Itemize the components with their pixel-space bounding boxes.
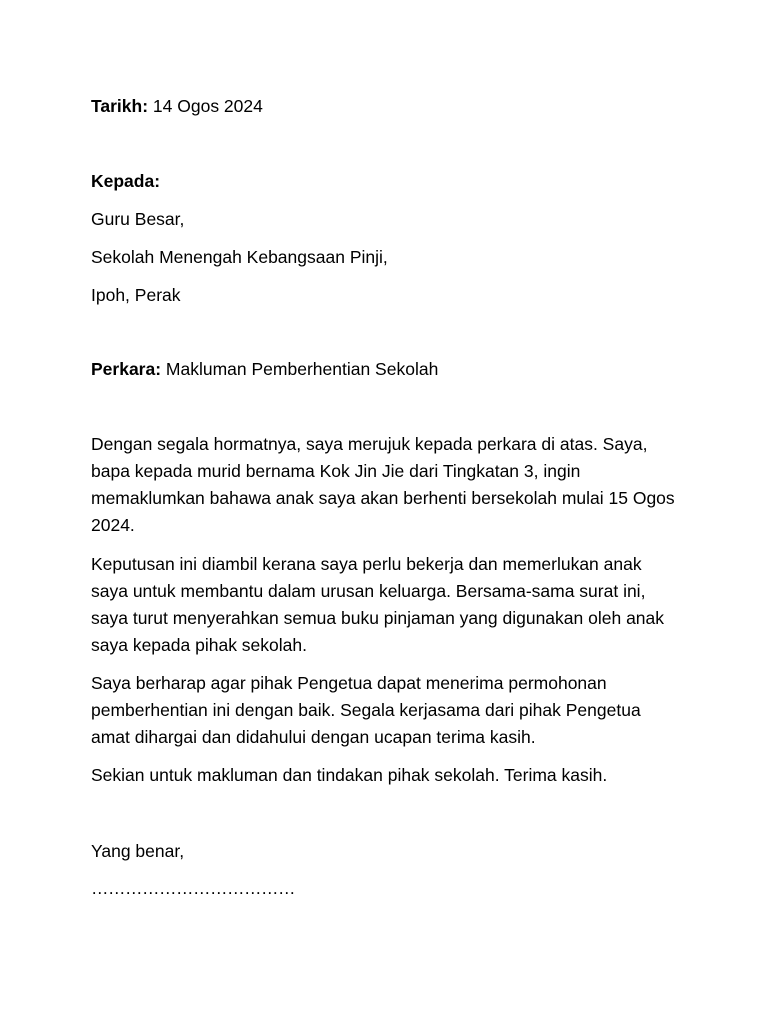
body-paragraph-1: Dengan segala hormatnya, saya merujuk kepada perkara di atas. Saya, bapa kepada murid bernama Kok Jin Jie dari Tingkatan 3, ingin memaklumkan bahawa anak saya akan berhenti bersekolah mulai 15 Ogos 2024. xyxy=(91,434,675,535)
body-paragraph-2: Keputusan ini diambil kerana saya perlu bekerja dan memerlukan anak saya untuk membantu dalam urusan keluarga. Bersama-sama surat ini, saya turut menyerahkan semua buku pinjaman yang digunakan oleh anak saya kepada pihak sekolah. xyxy=(91,554,665,655)
recipient-line-2: Sekolah Menengah Kebangsaan Pinji, xyxy=(91,247,388,267)
body-paragraph-4: Sekian untuk makluman dan tindakan pihak sekolah. Terima kasih. xyxy=(91,765,608,785)
recipient-label: Kepada: xyxy=(91,171,161,191)
signature-line: ……………………………… xyxy=(91,878,295,898)
date-value: 14 Ogos 2024 xyxy=(148,96,263,116)
subject-line xyxy=(91,356,691,383)
recipient-line-3: Ipoh, Perak xyxy=(91,285,181,305)
subject-value: Makluman Pemberhentian Sekolah xyxy=(161,359,439,379)
recipient-line-1: Guru Besar, xyxy=(91,209,185,229)
date-line xyxy=(91,93,691,120)
body-paragraph-3: Saya berharap agar pihak Pengetua dapat menerima permohonan pemberhentian ini dengan baik. Segala kerjasama dari pihak Pengetua amat dihargai dan didahului dengan ucapan terima kasih. xyxy=(91,673,641,747)
subject-label: Perkara: xyxy=(91,359,162,379)
closing-salutation: Yang benar, xyxy=(91,841,185,861)
date-label: Tarikh: xyxy=(91,96,149,116)
